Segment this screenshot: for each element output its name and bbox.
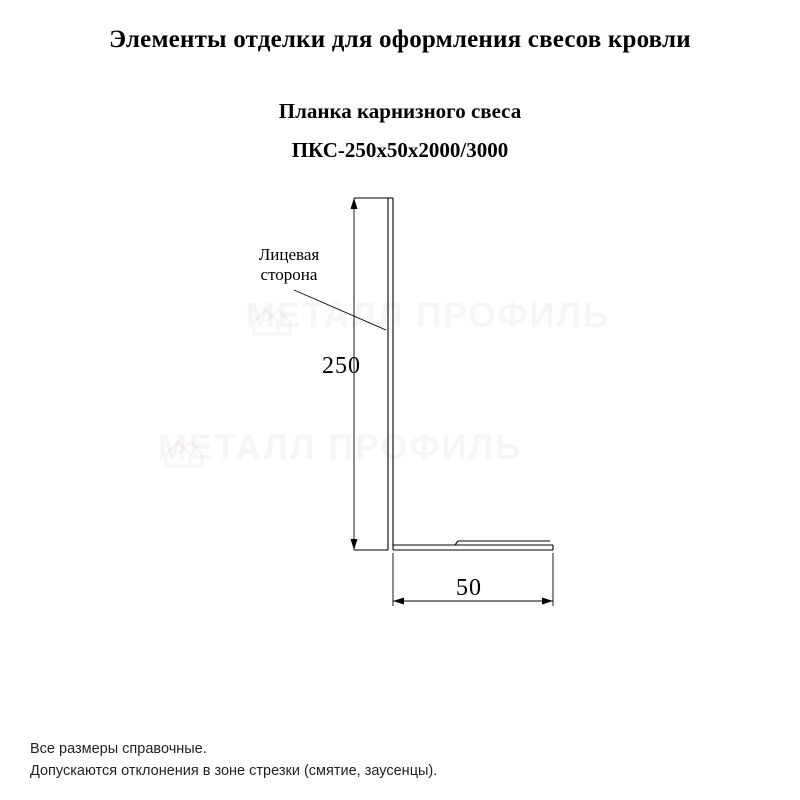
watermark-text: МЕТАЛЛ ПРОФИЛЬ: [158, 428, 523, 467]
page-title: Элементы отделки для оформления свесов кровли: [109, 26, 691, 53]
face-side-label: [247, 245, 331, 285]
product-code: ПКС-250x50x2000/3000: [291, 138, 509, 162]
face-side-label-line2: сторона: [260, 265, 318, 284]
dimension-width-label: 50: [456, 575, 482, 601]
face-side-label-line1: Лицевая: [258, 245, 320, 264]
footer-note-2: Допускаются отклонения в зоне стрезки (смятие, заусенцы).: [30, 763, 438, 779]
footer-note-1: Все размеры справочные.: [30, 741, 207, 757]
watermark-text: МЕТАЛЛ ПРОФИЛЬ: [246, 296, 611, 335]
dimension-height-label: 250: [322, 353, 361, 379]
product-name: Планка карнизного свеса: [278, 99, 522, 123]
footer-notes: [30, 738, 437, 782]
